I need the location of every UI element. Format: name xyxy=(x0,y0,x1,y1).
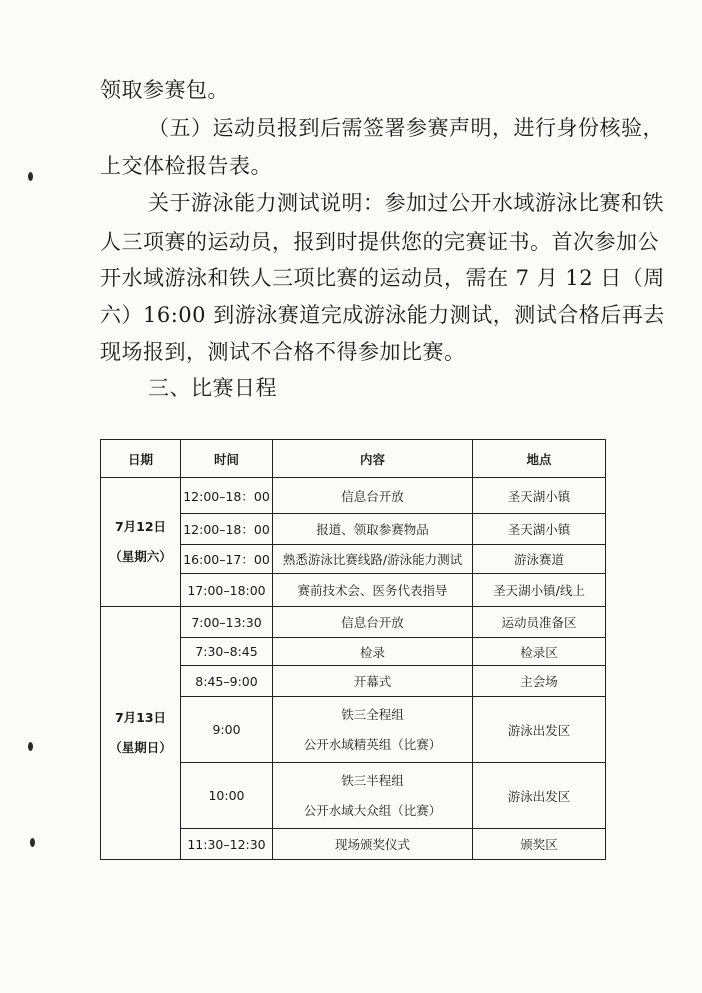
time-cell: 7:30–8:45 xyxy=(181,638,273,666)
paragraph-line: 领取参赛包。 xyxy=(100,78,229,102)
weekday-label: （星期六） xyxy=(109,549,172,564)
date-cell xyxy=(101,478,181,607)
content-cell: 信息台开放 xyxy=(273,478,473,514)
scan-speck xyxy=(28,172,33,181)
paragraph-line: 上交体检报告表。 xyxy=(100,154,272,178)
place-cell: 游泳出发区 xyxy=(473,697,606,763)
place-cell: 游泳赛道 xyxy=(473,545,606,574)
time-cell: 16:00–17：00 xyxy=(181,545,273,574)
place-cell: 检录区 xyxy=(473,638,606,666)
content-line: 公开水域大众组（比赛） xyxy=(303,802,442,818)
time-cell: 12:00–18：00 xyxy=(181,478,273,514)
weekday-label: （星期日） xyxy=(109,740,172,755)
time-cell: 11:30–12:30 xyxy=(181,829,273,860)
time-cell: 8:45–9:00 xyxy=(181,666,273,697)
content-line: 铁三半程组 xyxy=(341,772,404,788)
content-cell: 信息台开放 xyxy=(273,607,473,638)
table-header-row xyxy=(101,440,606,478)
scan-speck xyxy=(30,838,35,847)
place-cell: 圣天湖小镇 xyxy=(473,478,606,514)
paragraph-line: 关于游泳能力测试说明：参加过公开水域游泳比赛和铁 xyxy=(148,191,664,215)
place-cell: 圣天湖小镇/线上 xyxy=(473,574,606,607)
content-cell: 检录 xyxy=(273,638,473,666)
header-time: 时间 xyxy=(181,440,273,478)
time-cell: 10:00 xyxy=(181,763,273,829)
header-date: 日期 xyxy=(101,440,181,478)
paragraph-line: 现场报到，测试不合格不得参加比赛。 xyxy=(100,340,466,364)
place-cell: 游泳出发区 xyxy=(473,763,606,829)
paragraph-line: （五）运动员报到后需签署参赛声明，进行身份核验， xyxy=(148,116,664,140)
content-cell xyxy=(273,763,473,829)
schedule-table xyxy=(100,439,606,860)
content-cell xyxy=(273,697,473,763)
content-line: 铁三全程组 xyxy=(341,706,404,722)
paragraph-line: 开水域游泳和铁人三项比赛的运动员，需在 7 月 12 日（周 xyxy=(100,266,665,290)
content-cell: 报道、领取参赛物品 xyxy=(273,514,473,545)
table-row xyxy=(101,607,606,638)
date-label: 7月12日 xyxy=(114,519,167,534)
paragraph-line: 六）16:00 到游泳赛道完成游泳能力测试，测试合格后再去 xyxy=(100,303,665,327)
content-cell: 熟悉游泳比赛线路/游泳能力测试 xyxy=(273,545,473,574)
content-cell: 开幕式 xyxy=(273,666,473,697)
time-cell: 9:00 xyxy=(181,697,273,763)
section-heading: 三、比赛日程 xyxy=(148,376,277,400)
header-place: 地点 xyxy=(473,440,606,478)
time-cell: 7:00–13:30 xyxy=(181,607,273,638)
place-cell: 主会场 xyxy=(473,666,606,697)
place-cell: 运动员准备区 xyxy=(473,607,606,638)
paragraph-line: 人三项赛的运动员，报到时提供您的完赛证书。首次参加公 xyxy=(100,230,659,254)
place-cell: 圣天湖小镇 xyxy=(473,514,606,545)
place-cell: 颁奖区 xyxy=(473,829,606,860)
scan-speck xyxy=(28,742,33,751)
content-cell: 赛前技术会、医务代表指导 xyxy=(273,574,473,607)
header-content: 内容 xyxy=(273,440,473,478)
date-label: 7月13日 xyxy=(114,710,167,725)
table-row xyxy=(101,478,606,514)
time-cell: 12:00–18：00 xyxy=(181,514,273,545)
time-cell: 17:00–18:00 xyxy=(181,574,273,607)
date-cell xyxy=(101,607,181,860)
content-cell: 现场颁奖仪式 xyxy=(273,829,473,860)
content-line: 公开水域精英组（比赛） xyxy=(303,736,442,752)
